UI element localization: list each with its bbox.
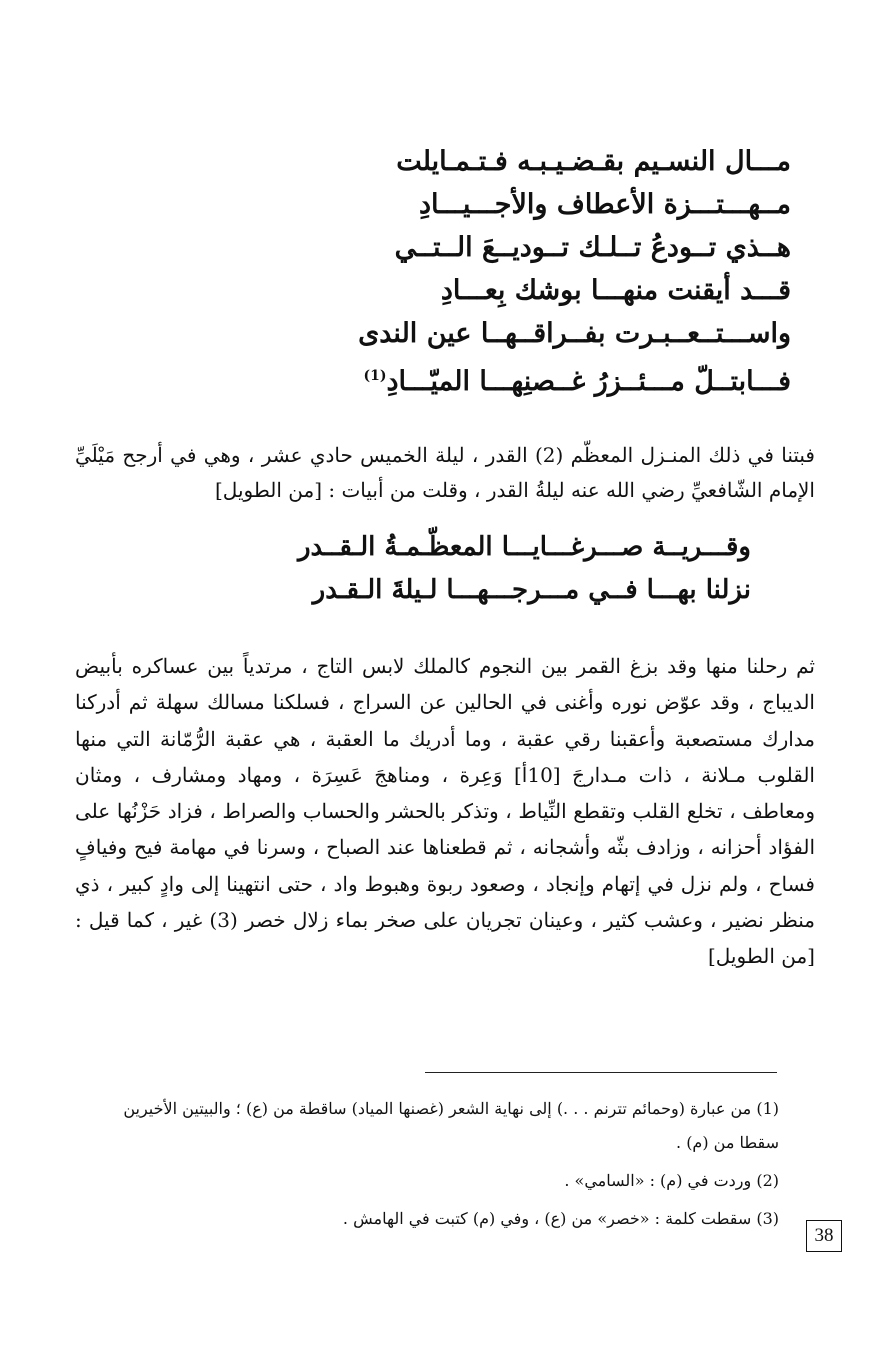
poem2-verse-1: وقـــريــة صـــرغـــايـــا المعظّـمـةُ الـقــدر bbox=[297, 532, 751, 562]
footnotes bbox=[79, 1092, 779, 1236]
footnote-divider bbox=[425, 1072, 777, 1073]
poem-verse-6: فـــابتــلّ مـــئــزرُ غــصنِهـــا الميّـــادِ$^{(1)}$ bbox=[363, 366, 791, 397]
poem2-verse-2: نزلنا بهـــا فــي مـــرجـــهـــا لـيلةَ الـقـدر bbox=[312, 575, 751, 605]
poem-block bbox=[191, 140, 791, 398]
paragraph-2: ثم رحلنا منها وقد بزغ القمر بين النجوم كالملك لابس التاج ، مرتدياً بين عساكره بأبيض الديباج ، وقد عوّض نوره وأغنى في الحالين عن السراج ، فسلكنا مسالك سهلة ثم أدركنا مدارك مستصعبة وأعقبنا رقي عقبة ، وما أدريك ما العقبة ، هي عقبة الرُّمّانة التي منها القلوب مـلانة ، ذات مـدارجَ [10أ] وَعِرة ، ومناهجَ عَسِرَة ، ومهاد ومشارف ، ومثان ومعاطف ، تخلع القلب وتقطع النِّياط ، وتذكر بالحشر والحساب والصراط ، فزاد حَزْنُها على الفؤاد أحزانه ، وزادف بثّه وأشجانه ، ثم قطعناها عند الصباح ، وسرنا في مهامة فيح وفيافٍ فساح ، ولم نزل في إتهام وإنجاد ، وصعود ربوة وهبوط واد ، حتى انتهينا إلى وادٍ كبير ، ذي منظر نضير ، وعشب كثير ، وعينان تجريان على صخر بماء زلال خصر (3) غير ، كما قيل : [من الطويل] bbox=[75, 654, 815, 969]
poem-block-2 bbox=[191, 525, 751, 611]
poem-verse-4: قـــد أيقنت منهـــا بوشك بِعـــادِ bbox=[440, 275, 791, 306]
paragraph-1: فبتنا في ذلك المنـزل المعظّم (2) القدر ، ليلة الخميس حادي عشر ، وهي في أرجح مَيْلَيِّ الإمام الشّافعيِّ رضي الله عنه ليلةُ القدر ، وقلت من أبيات : [من الطويل] bbox=[75, 443, 815, 502]
footnote-ref-1: (1) bbox=[363, 368, 387, 384]
page-number: 38 bbox=[806, 1220, 842, 1252]
poem-verse-2: مــهـــتـــزة الأعطاف والأجـــيـــادِ bbox=[418, 189, 791, 220]
footnote-1: (1) من عبارة (وحمائم تترنم . . .) إلى نهاية الشعر (غصنها المياد) ساقطة من (ع) ؛ والبيتين الأخيرين سقطا من (م) . bbox=[123, 1099, 779, 1152]
poem-verse-5: واســـتــعــبـرت بفــراقــهــا عين الندى bbox=[358, 318, 791, 349]
footnote-3: (3) سقطت كلمة : «خصر» من (ع) ، وفي (م) كتبت في الهامش . bbox=[342, 1209, 779, 1228]
poem-verse-1: مـــال النسـيم بقـضـيـبـه فـتـمـايلت bbox=[396, 146, 791, 177]
footnote-2: (2) وردت في (م) : «السامي» . bbox=[564, 1171, 779, 1190]
poem-verse-3: هــذي تــودعُ تــلـك تــوديــعَ الــتــي bbox=[394, 232, 791, 263]
